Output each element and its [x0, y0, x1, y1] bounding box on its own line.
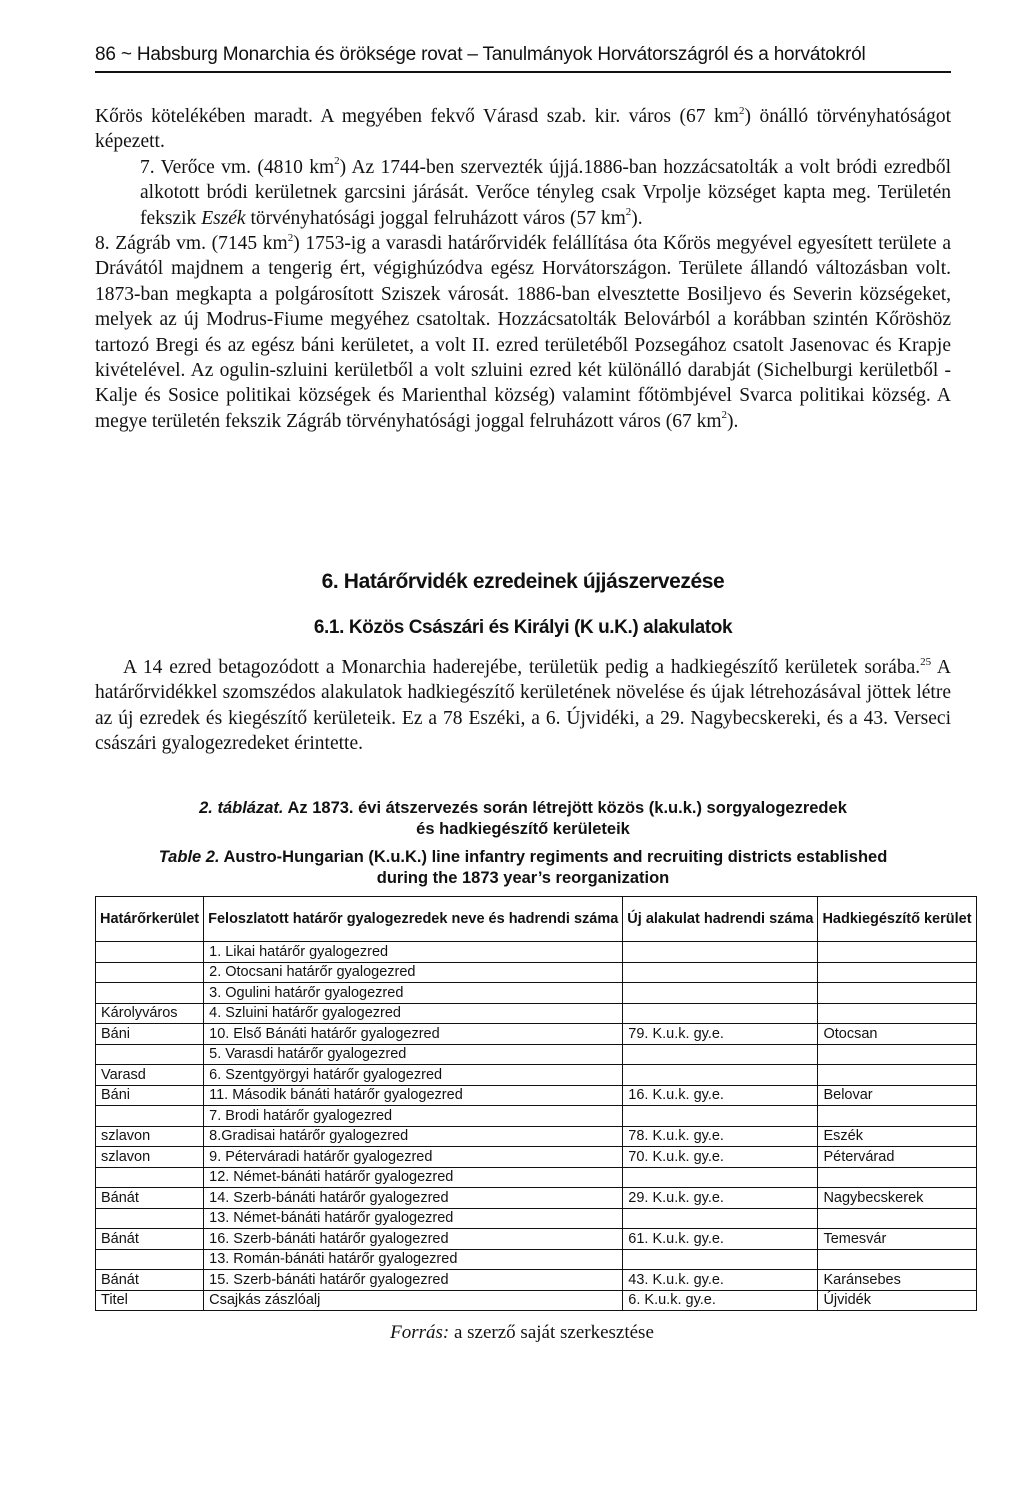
dissolved-regiment-cell: 14. Szerb-bánáti határőr gyalogezred [204, 1188, 623, 1209]
dissolved-regiment-cell: 8.Gradisai határőr gyalogezred [204, 1126, 623, 1147]
paragraph: 8. Zágráb vm. (7145 $km^2$) 1753-ig a varasdi határőrvidék felállítása óta Kőrös megyével egyesített területe a Drávától majdnem a tengerig ért, végighúzódva egész Horvátországon. Területe állandó változásban volt. 1873-ban megkapta a polgárosított Sziszek városát. 1886-ban elvesztette Bosiljevo és Severin községeket, melyek az új Modrus-Fiume megyéhez csatoltak. Hozzácsatolták Belovárból a korábban szintén Kőröshöz tartozó Bregi és az egész báni kerületet, a volt II. ezred területéből Pozsegához csatolt Jasenovac és Krapje kivételével. Az ogulin-szluini kerületből a volt szluini ezred két különálló darabját (Sichelburgi kerületből - Kalje és Sosice politikai községek és Marienthal község) valamint főtömbjével Svarca politikai község. A megye területén fekszik Zágráb törvényhatósági joggal felruházott város (67 $km^2$). [95, 231, 951, 432]
dissolved-regiment-cell: Csajkás zászlóalj [204, 1290, 623, 1311]
table-row [96, 1208, 977, 1229]
recruiting-district-cell: Temesvár [818, 1229, 976, 1250]
dissolved-regiment-cell: 11. Második bánáti határőr gyalogezred [204, 1085, 623, 1106]
table-row [96, 962, 977, 983]
table-row [96, 1003, 977, 1024]
recruiting-district-cell [818, 1003, 976, 1024]
district-cell: Bánát [96, 1188, 204, 1209]
caption-label: Table 2. [158, 848, 220, 866]
district-cell [96, 1167, 204, 1188]
table-caption-hu: 2. táblázat. Az 1873. évi átszervezés során létrejött közös (k.u.k.) sorgyalogezredek és hadkiegészítő kerületeik [199, 799, 847, 838]
dissolved-regiment-cell: 9. Péterváradi határőr gyalogezred [204, 1147, 623, 1168]
recruiting-district-cell [818, 962, 976, 983]
new-unit-cell: 6. K.u.k. gy.e. [623, 1290, 818, 1311]
table-row [96, 1270, 977, 1291]
dissolved-regiment-cell: 16. Szerb-bánáti határőr gyalogezred [204, 1229, 623, 1250]
new-unit-cell: 43. K.u.k. gy.e. [623, 1270, 818, 1291]
page-number: 86 [95, 44, 116, 65]
header-separator: ~ [120, 44, 132, 65]
paragraph: Kőrös kötelékében maradt. A megyében fekvő Várasd szab. kir. város (67 $km^2$) önálló törvényhatóságot képezett. [95, 104, 951, 153]
source-note [95, 1322, 949, 1344]
header-title: Habsburg Monarchia és öröksége rovat – Tanulmányok Horvátországról és a horvátokról [136, 44, 866, 65]
column-header: Új alakulat hadrendi száma [623, 897, 818, 942]
district-cell [96, 962, 204, 983]
running-header [95, 44, 950, 66]
regiments-table [95, 896, 977, 1311]
new-unit-cell: 29. K.u.k. gy.e. [623, 1188, 818, 1209]
table-row [96, 1106, 977, 1127]
new-unit-cell [623, 1167, 818, 1188]
table-row [96, 1167, 977, 1188]
dissolved-regiment-cell: 12. Német-bánáti határőr gyalogezred [204, 1167, 623, 1188]
column-header: Feloszlatott határőr gyalogezredek neve és hadrendi száma [204, 897, 623, 942]
district-cell [96, 1249, 204, 1270]
district-cell: Báni [96, 1085, 204, 1106]
dissolved-regiment-cell: 13. Német-bánáti határőr gyalogezred [204, 1208, 623, 1229]
recruiting-district-cell: Otocsan [818, 1024, 976, 1045]
dissolved-regiment-cell: 1. Likai határőr gyalogezred [204, 942, 623, 963]
paragraph: A 14 ezred betagozódott a Monarchia haderejébe, területük pedig a hadkiegészítő kerületek sorába.$^{25}$ A határőrvidékkel szomszédos alakulatok hadkiegészítő kerületének növelése és újak létrehozásával jöttek létre az új ezredek és kiegészítő kerületeik. Ez a 78 Eszéki, a 6. Újvidéki, a 29. Nagybecskereki, és a 43. Verseci császári gyalogezredeket érintette. [95, 655, 951, 755]
table-row [96, 1249, 977, 1270]
table-row [96, 1126, 977, 1147]
table-row [96, 1290, 977, 1311]
dissolved-regiment-cell: 3. Ogulini határőr gyalogezred [204, 983, 623, 1004]
table-row [96, 942, 977, 963]
new-unit-cell [623, 1106, 818, 1127]
new-unit-cell [623, 1044, 818, 1065]
table-row [96, 1024, 977, 1045]
new-unit-cell [623, 1249, 818, 1270]
district-cell [96, 1106, 204, 1127]
dissolved-regiment-cell: 10. Első Bánáti határőr gyalogezred [204, 1024, 623, 1045]
table-row [96, 1044, 977, 1065]
header-rule [95, 71, 951, 73]
new-unit-cell [623, 962, 818, 983]
recruiting-district-cell: Újvidék [818, 1290, 976, 1311]
district-cell: Titel [96, 1290, 204, 1311]
recruiting-district-cell [818, 1249, 976, 1270]
district-cell: Károlyváros [96, 1003, 204, 1024]
district-cell: Báni [96, 1024, 204, 1045]
recruiting-district-cell: Eszék [818, 1126, 976, 1147]
recruiting-district-cell [818, 1106, 976, 1127]
table-row [96, 1188, 977, 1209]
dissolved-regiment-cell: 4. Szluini határőr gyalogezred [204, 1003, 623, 1024]
footnote-ref: 25 [920, 655, 932, 668]
section-text [95, 655, 951, 757]
new-unit-cell [623, 983, 818, 1004]
dissolved-regiment-cell: 7. Brodi határőr gyalogezred [204, 1106, 623, 1127]
new-unit-cell [623, 942, 818, 963]
paragraph: 7. Verőce vm. (4810 $km^2$) Az 1744-ben szervezték újjá.1886-ban hozzácsatolták a volt bródi ezredből alkotott bródi kerületnek garcsini járását. Verőce tényleg csak Vrpolje községet kapta meg. Területén fekszik Eszék törvényhatósági joggal felruházott város (57 $km^2$). [140, 155, 951, 229]
district-cell [96, 983, 204, 1004]
recruiting-district-cell [818, 1208, 976, 1229]
recruiting-district-cell [818, 983, 976, 1004]
table-header-row [96, 897, 977, 942]
source-label: Forrás: [390, 1322, 450, 1343]
district-cell: Varasd [96, 1065, 204, 1086]
column-header: Hadkiegészítő kerület [818, 897, 976, 942]
dissolved-regiment-cell: 2. Otocsani határőr gyalogezred [204, 962, 623, 983]
dissolved-regiment-cell: 5. Varasdi határőr gyalogezred [204, 1044, 623, 1065]
new-unit-cell: 16. K.u.k. gy.e. [623, 1085, 818, 1106]
dissolved-regiment-cell: 6. Szentgyörgyi határőr gyalogezred [204, 1065, 623, 1086]
new-unit-cell: 61. K.u.k. gy.e. [623, 1229, 818, 1250]
new-unit-cell: 79. K.u.k. gy.e. [623, 1024, 818, 1045]
district-cell [96, 1044, 204, 1065]
table-row [96, 1147, 977, 1168]
table-row [96, 983, 977, 1004]
new-unit-cell: 78. K.u.k. gy.e. [623, 1126, 818, 1147]
table-row [96, 1065, 977, 1086]
caption-label: 2. táblázat. [199, 799, 284, 817]
district-cell [96, 1208, 204, 1229]
new-unit-cell [623, 1065, 818, 1086]
recruiting-district-cell: Karánsebes [818, 1270, 976, 1291]
recruiting-district-cell: Nagybecskerek [818, 1188, 976, 1209]
district-cell: Bánát [96, 1270, 204, 1291]
recruiting-district-cell [818, 1167, 976, 1188]
subsection-heading: 6.1. Közös Császári és Királyi (K u.K.) alakulatok [313, 617, 733, 638]
table-row [96, 1085, 977, 1106]
district-cell: szlavon [96, 1126, 204, 1147]
new-unit-cell [623, 1003, 818, 1024]
source-text: a szerző saját szerkesztése [449, 1322, 654, 1343]
district-cell: szlavon [96, 1147, 204, 1168]
recruiting-district-cell: Pétervárad [818, 1147, 976, 1168]
column-header: Határőrkerület [96, 897, 204, 942]
dissolved-regiment-cell: 15. Szerb-bánáti határőr gyalogezred [204, 1270, 623, 1291]
new-unit-cell [623, 1208, 818, 1229]
recruiting-district-cell [818, 1065, 976, 1086]
intro-text [95, 104, 951, 434]
district-cell [96, 942, 204, 963]
new-unit-cell: 70. K.u.k. gy.e. [623, 1147, 818, 1168]
recruiting-district-cell [818, 1044, 976, 1065]
dissolved-regiment-cell: 13. Román-bánáti határőr gyalogezred [204, 1249, 623, 1270]
table-body [96, 942, 977, 1311]
table-caption-en: Table 2. Austro-Hungarian (K.u.K.) line infantry regiments and recruiting districts established during the 1873 year’s reorganization [158, 848, 888, 887]
table-row [96, 1229, 977, 1250]
district-cell: Bánát [96, 1229, 204, 1250]
section-heading: 6. Határőrvidék ezredeinek újjászervezése [321, 570, 725, 593]
recruiting-district-cell [818, 942, 976, 963]
recruiting-district-cell: Belovar [818, 1085, 976, 1106]
